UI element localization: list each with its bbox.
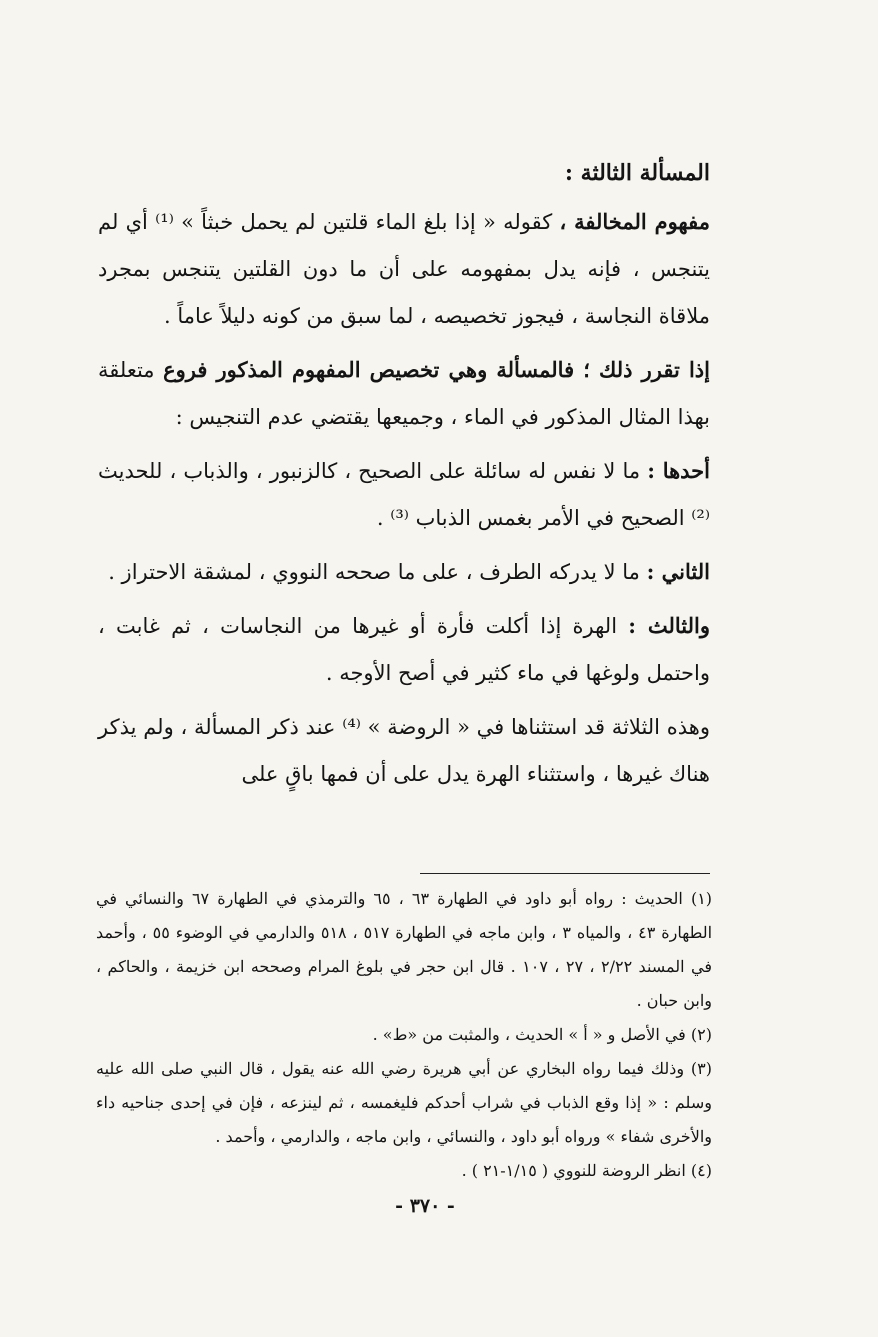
main-text bbox=[98, 150, 710, 804]
paragraph-2-text: متعلقة بهذا المثال المذكور في الماء ، وجميعها يقتضي عدم التنجيس : bbox=[98, 358, 710, 429]
footnote-1: (١) الحديث : رواه أبو داود في الطهارة ٦٣ ، ٦٥ والترمذي في الطهارة ٦٧ والنسائي في الطهارة ٤٣ ، والمياه ٣ ، وابن ماجه في الطهارة ٥١٧ ، ٥١٨ والدارمي في الوضوء ٥٥ ، وأحمد في المسند ٢/٢٢ ، ٢٧ ، ١٠٧ . قال ابن حجر في بلوغ المرام وصححه ابن خزيمة ، والحاكم ، وابن حبان . bbox=[96, 889, 713, 1010]
paragraph-3-lead: أحدها : bbox=[647, 458, 711, 483]
footnotes bbox=[96, 882, 712, 1188]
paragraph-5-lead: والثالث : bbox=[628, 613, 710, 638]
section-heading: المسألة الثالثة : bbox=[564, 160, 710, 186]
paragraph-4-text: ما لا يدركه الطرف ، على ما صححه النووي ، لمشقة الاحتراز . bbox=[108, 560, 647, 584]
paragraph-6 bbox=[98, 703, 710, 798]
paragraph-3 bbox=[98, 447, 710, 542]
paragraph-1-lead: مفهوم المخالفة ، bbox=[559, 209, 710, 234]
paragraph-5-text: الهرة إذا أكلت فأرة أو غيرها من النجاسات ، ثم غابت ، واحتمل ولوغها في ماء كثير في أصح الأوجه . bbox=[98, 614, 710, 685]
paragraph-6-text: وهذه الثلاثة قد استثناها في « الروضة » ⁽⁴⁾ عند ذكر المسألة ، ولم يذكر هناك غيرها ، واستثناء الهرة يدل على أن فمها باقٍ على bbox=[98, 715, 710, 786]
footnote-3: (٣) وذلك فيما رواه البخاري عن أبي هريرة رضي الله عنه يقول ، قال النبي صلى الله عليه وسلم : « إذا وقع الذباب في شراب أحدكم فليغمسه ، ثم لينزعه ، فإن في إحدى جناحيه داء والأخرى شفاء » ورواه أبو داود ، والنسائي ، وابن ماجه ، والدارمي ، وأحمد . bbox=[96, 1059, 712, 1146]
footnote-2: (٢) في الأصل و « أ » الحديث ، والمثبت من «ط» . bbox=[372, 1025, 712, 1044]
paragraph-2-lead: إذا تقرر ذلك ؛ فالمسألة وهي تخصيص المفهوم المذكور فروع bbox=[163, 357, 710, 382]
paragraph-1-text: كقوله « إذا بلغ الماء قلتين لم يحمل خبثاً » ⁽¹⁾ أي لم يتنجس ، فإنه يدل بمفهومه على أن ما دون القلتين يتنجس بمجرد ملاقاة النجاسة ، فيجوز تخصيصه ، لما سبق من كونه دليلاً عاماً . bbox=[98, 210, 710, 328]
paragraph-3-text: ما لا نفس له سائلة على الصحيح ، كالزنبور ، والذباب ، للحديث ⁽²⁾ الصحيح في الأمر بغمس الذباب ⁽³⁾ . bbox=[98, 459, 710, 530]
paragraph-4-lead: الثاني : bbox=[646, 559, 710, 584]
paragraph-5 bbox=[98, 602, 710, 697]
paragraph-4 bbox=[98, 548, 710, 596]
paragraph-1 bbox=[98, 198, 710, 340]
paragraph-2 bbox=[98, 346, 710, 441]
footnote-divider bbox=[420, 873, 710, 874]
page-number: - ٣٧٠ - bbox=[395, 1195, 455, 1217]
footnote-4: (٤) انظر الروضة للنووي ( ١/١٥-٢١ ) . bbox=[461, 1161, 712, 1180]
